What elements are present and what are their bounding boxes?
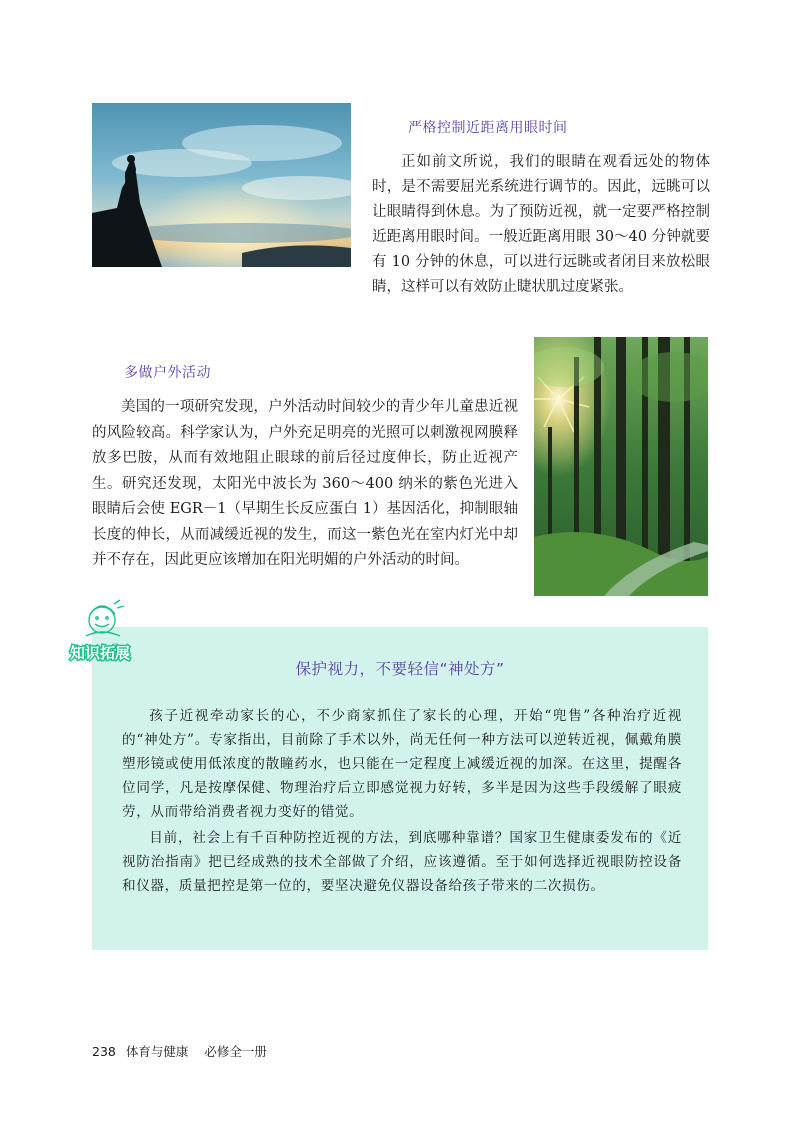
section-paragraph-outdoor xyxy=(92,395,518,574)
page-footer xyxy=(92,1042,273,1060)
badge-label: 知识拓展 xyxy=(69,644,131,662)
book-title: 体育与健康 xyxy=(125,1044,189,1059)
knowledge-body xyxy=(122,704,682,898)
section-heading-near-work: 严格控制近距离用眼时间 xyxy=(408,120,568,136)
section-heading-outdoor: 多做户外活动 xyxy=(124,365,211,381)
section-paragraph-near-work xyxy=(372,150,710,300)
paragraph-text: 正如前文所说，我们的眼睛在观看远处的物体时，是不需要屈光系统进行调节的。因此，远眺可以让眼睛得到休息。为了预防近视，就一定要严格控制近距离用眼时间。一般近距离用眼 30～40 分钟就要有 10 分钟的休息，可以进行远眺或者闭目来放松眼睛，这样可以有效防止睫状肌过度紧张。 xyxy=(372,154,710,295)
knowledge-title: 保护视力，不要轻信“神处方” xyxy=(295,660,505,678)
volume-label: 必修全一册 xyxy=(204,1044,267,1059)
page-number: 238 xyxy=(92,1044,116,1059)
knowledge-paragraph-1: 孩子近视牵动家长的心，不少商家抓住了家长的心理，开始“兜售”各种治疗近视的“神处方”。专家指出，目前除了手术以外，尚无任何一种方法可以逆转近视，佩戴角膜塑形镜或使用低浓度的散瞳药水，也只能在一定程度上减缓近视的加深。在这里，提醒各位同学，凡是按摩保健、物理治疗后立即感觉视力好转，多半是因为这些手段缓解了眼疲劳，从而带给消费者视力变好的错觉。 xyxy=(122,708,682,820)
sunlit-forest-photo xyxy=(534,337,708,596)
knowledge-paragraph-2: 目前，社会上有千百种防控近视的方法，到底哪种靠谱？国家卫生健康委发布的《近视防治指南》把已经成熟的技术全部做了介绍，应该遵循。至于如何选择近视眼防控设备和仪器，质量把控是第一位的，要坚决避免仪器设备给孩子带来的二次损伤。 xyxy=(122,830,682,894)
sunset-cliff-photo xyxy=(92,103,351,267)
paragraph-text: 美国的一项研究发现，户外活动时间较少的青少年儿童患近视的风险较高。科学家认为，户外充足明亮的光照可以刺激视网膜释放多巴胺，从而有效地阻止眼球的前后径过度伸长，防止近视产生。研究还发现，太阳光中波长为 360～400 纳米的紫色光进入眼睛后会使 EGR－1（早期生长反应蛋白 1）基因活化，抑制眼轴长度的伸长，从而减缓近视的发生，而这一紫色光在室内灯光中却并不存在，因此更应该增加在阳光明媚的户外活动的时间。 xyxy=(92,399,518,568)
